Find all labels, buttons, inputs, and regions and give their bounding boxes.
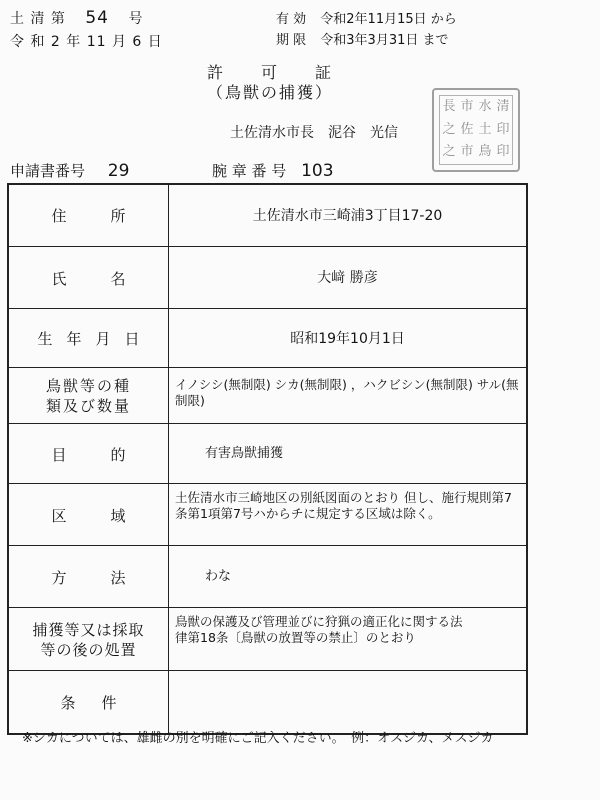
table-row-method xyxy=(9,545,526,608)
armband-number-label: 腕 章 番 号 xyxy=(212,162,287,180)
seal-char: 印 xyxy=(496,121,510,137)
seal-char: 市 xyxy=(460,144,474,160)
period-label: 期 限 xyxy=(276,33,307,48)
valid-to-value: 令和3年3月31日 まで xyxy=(320,33,449,48)
table-row-address xyxy=(9,185,526,246)
valid-from xyxy=(276,8,457,27)
valid-from-value: 令和2年11月15日 から xyxy=(320,12,457,27)
doc-number-value: 54 xyxy=(85,8,109,28)
doc-number xyxy=(10,8,143,28)
seal-char: 長 xyxy=(442,99,456,114)
conditions-value xyxy=(169,671,526,734)
seal-char: 市 xyxy=(460,99,474,114)
method-label: 方法 xyxy=(9,546,169,608)
method-value: わな xyxy=(205,569,232,584)
species-label-line2: 類及び数量 xyxy=(45,397,131,415)
name-value: 大﨑 勝彦 xyxy=(317,270,378,286)
disposal-label-line2: 等の後の処置 xyxy=(40,640,137,659)
footer-note: ※シカについては、雄雌の別を明確にご記入ください。 例：オスジカ、メスジカ xyxy=(22,731,494,746)
official-seal xyxy=(432,88,520,172)
armband-number xyxy=(212,160,334,181)
address-label: 住所 xyxy=(9,185,169,246)
disposal-value-line2: 律第18条〔鳥獣の放置等の禁止〕のとおり xyxy=(175,630,416,645)
application-number-label: 申請書番号 xyxy=(10,162,86,180)
conditions-label: 条件 xyxy=(9,671,169,734)
issue-date: 令 和 2 年 11 月 6 日 xyxy=(10,34,163,50)
area-label: 区域 xyxy=(9,484,169,546)
application-number-value: 29 xyxy=(107,161,130,181)
birthdate-value: 昭和19年10月1日 xyxy=(290,330,405,347)
seal-char: 土 xyxy=(478,121,492,137)
valid-to xyxy=(276,29,449,48)
disposal-label-line1: 捕獲等又は採取 xyxy=(32,620,145,639)
name-label: 氏名 xyxy=(9,247,169,309)
valid-label: 有 効 xyxy=(276,12,307,27)
seal-char: 鳥 xyxy=(478,144,492,160)
species-label xyxy=(9,368,169,424)
disposal-value xyxy=(169,608,526,671)
seal-char: 佐 xyxy=(460,121,474,137)
table-row-area xyxy=(9,483,526,546)
species-label-line1: 鳥獣等の種 xyxy=(45,377,131,395)
purpose-label: 目的 xyxy=(9,424,169,484)
doc-number-prefix: 土 清 第 xyxy=(10,11,66,27)
species-value: イノシシ(無制限) シカ(無制限) ，ハクビシン(無制限) サル(無制限) xyxy=(175,377,519,408)
purpose-value: 有害鳥獣捕獲 xyxy=(205,446,284,461)
seal-char: 清 xyxy=(496,99,510,114)
issuer-name: 土佐清水市長 泥谷 光信 xyxy=(230,125,398,141)
table-row-purpose xyxy=(9,423,526,484)
seal-char: 水 xyxy=(478,99,492,114)
armband-number-value: 103 xyxy=(301,161,334,181)
seal-char: 之 xyxy=(442,144,456,160)
page-subtitle: （鳥獣の捕獲） xyxy=(206,83,333,102)
table-row-conditions xyxy=(9,670,526,734)
area-value: 土佐清水市三崎地区の別紙図面のとおり 但し、施行規則第7条第1項第7号ハからチに規定する区域は除く。 xyxy=(175,490,512,521)
seal-char: 印 xyxy=(496,144,510,160)
table-row-name xyxy=(9,246,526,309)
table-row-birthdate xyxy=(9,308,526,368)
page-title: 許 可 証 xyxy=(206,63,333,82)
disposal-value-line1: 鳥獣の保護及び管理並びに狩猟の適正化に関する法 xyxy=(175,614,463,629)
seal-char: 之 xyxy=(442,121,456,137)
address-value: 土佐清水市三崎浦3丁目17-20 xyxy=(252,207,443,224)
doc-number-suffix: 号 xyxy=(128,11,144,27)
application-number xyxy=(10,160,129,181)
table-row-species xyxy=(9,367,526,424)
table-row-disposal xyxy=(9,607,526,671)
birthdate-label: 生年月日 xyxy=(9,309,169,368)
disposal-label xyxy=(9,608,169,671)
permit-table xyxy=(7,183,528,735)
